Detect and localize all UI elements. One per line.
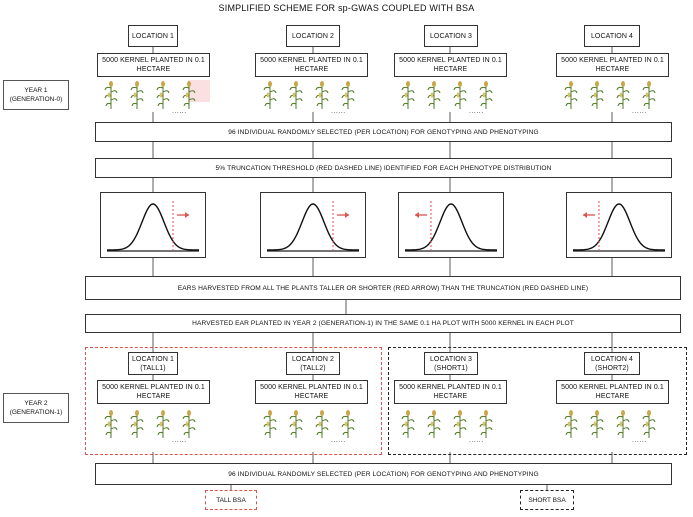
maize-plant-icon [564,409,578,439]
maize-plant-icon [401,80,415,110]
maize-plant-icon [590,80,604,110]
planting-text: 5000 KERNEL PLANTED IN 0.1 HECTARE [561,57,664,73]
plant-group-5 [100,409,210,445]
maize-plant-icon [642,409,656,439]
maize-plant-icon [263,80,277,110]
year1-label [3,80,69,110]
maize-plant-icon [616,409,630,439]
distribution-curve-1 [101,193,205,257]
distribution-curve-2 [261,193,365,257]
normal-curve [107,204,199,250]
final-select-step-box: 96 INDIVIDUAL RANDOMLY SELECTED (PER LOCATION) FOR GENOTYPING AND PHENOTYPING [95,463,672,485]
distribution-box-1 [100,192,206,258]
ellipsis-dots: ...... [172,437,187,444]
location-1-tall-text: LOCATION 1 (TALL1) [131,355,175,372]
maize-plant-icon [104,80,118,110]
plant-group-6 [259,409,369,445]
maize-plant-icon [564,80,578,110]
distribution-curve-3 [399,193,503,257]
planting-box-5 [97,380,210,404]
maize-plant-icon [479,409,493,439]
maize-plant-icon [156,80,170,110]
plant-group-8 [560,409,670,445]
selection-arrow-head-icon [345,212,349,218]
maize-plant-icon [616,80,630,110]
normal-curve [573,204,665,250]
ellipsis-dots: ...... [469,108,484,115]
planting-text: 5000 KERNEL PLANTED IN 0.1 HECTARE [399,57,502,73]
diagram-title: SIMPLIFIED SCHEME FOR sp-GWAS COUPLED WITH BSA [218,3,475,13]
planting-box-2 [255,53,368,77]
location-4-short-box [584,352,640,375]
selection-arrow-head-icon [185,212,189,218]
planting-text: 5000 KERNEL PLANTED IN 0.1 HECTARE [102,384,205,400]
maize-plant-icon [156,409,170,439]
maize-plant-icon [341,409,355,439]
maize-plant-icon [315,409,329,439]
planting-text: 5000 KERNEL PLANTED IN 0.1 HECTARE [102,57,205,73]
planted-step-box: HARVESTED EAR PLANTED IN YEAR 2 (GENERATION-1) IN THE SAME 0.1 HA PLOT WITH 5000 KERNEL IN EACH PLOT [85,314,681,333]
maize-plant-icon [401,409,415,439]
planting-text: 5000 KERNEL PLANTED IN 0.1 HECTARE [260,384,363,400]
ellipsis-dots: ...... [172,108,187,115]
maize-plant-icon [590,409,604,439]
distribution-curve-4 [567,193,671,257]
maize-plant-icon [341,80,355,110]
maize-plant-icon [315,80,329,110]
plant-group-7 [397,409,507,445]
maize-plant-icon [427,409,441,439]
maize-plant-icon [289,80,303,110]
plant-group-4 [560,80,670,116]
ellipsis-dots: ...... [632,437,647,444]
distribution-box-4 [566,192,672,258]
maize-plant-icon [182,80,196,110]
maize-plant-icon [130,409,144,439]
ellipsis-dots: ...... [632,108,647,115]
distribution-box-3 [398,192,504,258]
maize-plant-icon [182,409,196,439]
maize-plant-icon [642,80,656,110]
location-1-tall-box [128,352,178,375]
location-4-box: LOCATION 4 [584,25,640,47]
planting-text: 5000 KERNEL PLANTED IN 0.1 HECTARE [399,384,502,400]
planting-box-8 [556,380,669,404]
year2-text: YEAR 2 (GENERATION-1) [9,400,63,416]
ellipsis-dots: ...... [331,108,346,115]
planting-box-6 [255,380,368,404]
maize-plant-icon [289,409,303,439]
plant-group-1 [100,80,210,116]
short-bsa-legend: SHORT BSA [520,490,574,510]
normal-curve [405,204,497,250]
location-3-short-box [424,352,478,375]
location-2-tall-text: LOCATION 2 (TALL2) [291,355,335,372]
location-3-short-text: LOCATION 3 (SHORT1) [429,355,473,372]
location-2-tall-box [286,352,340,375]
plant-group-2 [259,80,369,116]
ellipsis-dots: ...... [469,437,484,444]
selection-arrow-head-icon [415,212,419,218]
plant-group-3 [397,80,507,116]
normal-curve [267,204,359,250]
planting-text: 5000 KERNEL PLANTED IN 0.1 HECTARE [260,57,363,73]
location-2-box: LOCATION 2 [286,25,340,47]
maize-plant-icon [130,80,144,110]
location-1-box: LOCATION 1 [128,25,178,47]
select-step-box: 96 INDIVIDUAL RANDOMLY SELECTED (PER LOCATION) FOR GENOTYPING AND PHENOTYPING [95,122,672,142]
year2-label [3,393,69,423]
threshold-step-box: 5% TRUNCATION THRESHOLD (RED DASHED LINE) IDENTIFIED FOR EACH PHENOTYPE DISTRIBUTION [95,158,672,178]
selection-arrow-head-icon [583,212,587,218]
planting-box-1 [97,53,210,77]
location-4-short-text: LOCATION 4 (SHORT2) [590,355,634,372]
maize-plant-icon [104,409,118,439]
planting-box-3 [394,53,507,77]
maize-plant-icon [453,80,467,110]
ellipsis-dots: ...... [331,437,346,444]
location-3-box: LOCATION 3 [424,25,478,47]
planting-text: 5000 KERNEL PLANTED IN 0.1 HECTARE [561,384,664,400]
planting-box-4 [556,53,669,77]
maize-plant-icon [427,80,441,110]
harvest-step-box: EARS HARVESTED FROM ALL THE PLANTS TALLER OR SHORTER (RED ARROW) THAN THE TRUNCATION (RED DASHED LINE) [85,276,681,300]
year1-text: YEAR 1 (GENERATION-0) [9,87,63,103]
distribution-box-2 [260,192,366,258]
maize-plant-icon [453,409,467,439]
planting-box-7 [394,380,507,404]
maize-plant-icon [263,409,277,439]
tall-bsa-legend: TALL BSA [205,490,257,510]
maize-plant-icon [479,80,493,110]
